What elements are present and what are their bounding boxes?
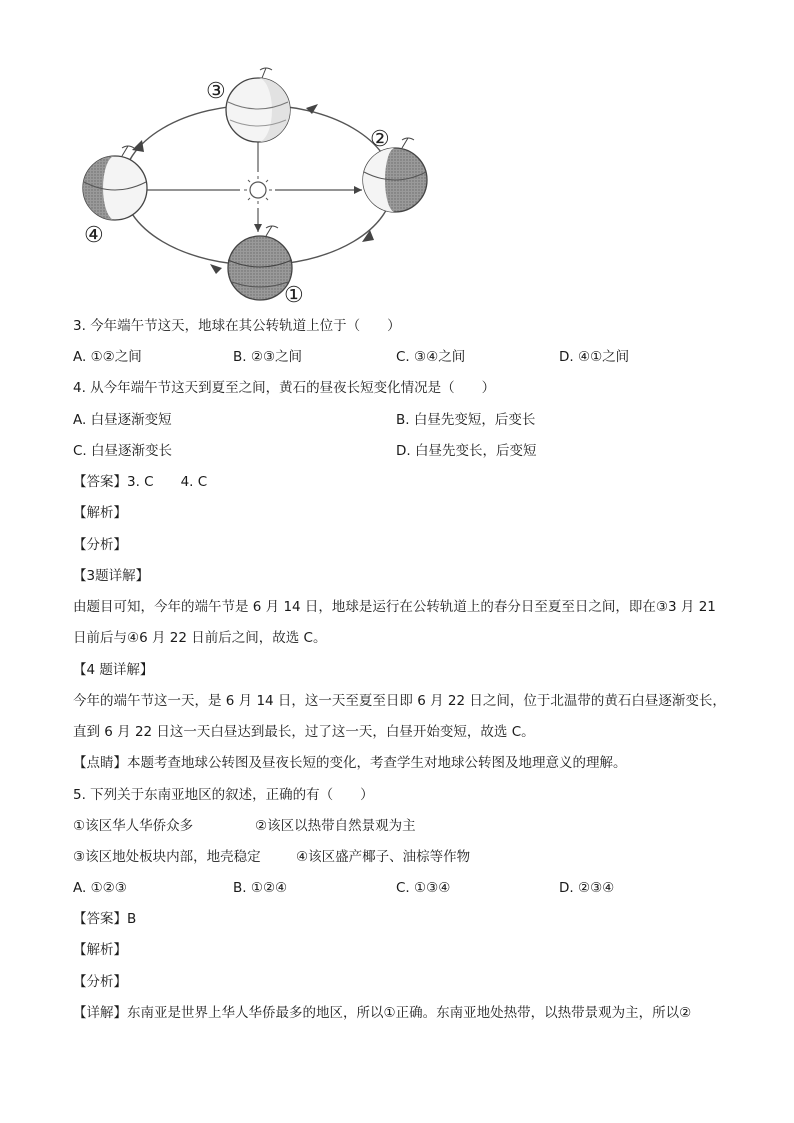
- sun-icon: [244, 176, 272, 204]
- answer-5: 【答案】B: [73, 911, 137, 927]
- q5-option-c: C. ①③④: [396, 880, 451, 896]
- fenxi-heading-1: 【分析】: [73, 537, 127, 553]
- label-3: ③: [206, 79, 226, 104]
- q4-option-b: B. 白昼先变短，后变长: [396, 412, 536, 428]
- label-4: ④: [84, 223, 104, 248]
- q5-option-d: D. ②③④: [559, 880, 615, 896]
- detail-3-line-2: 日前后与④6 月 22 日前后之间，故选 C。: [73, 630, 327, 646]
- analysis-heading-2: 【解析】: [73, 942, 127, 958]
- q5-statement-3: ③该区地处板块内部，地壳稳定: [73, 849, 261, 865]
- detail-5-line-1: 【详解】东南亚是世界上华人华侨最多的地区，所以①正确。东南亚地处热带，以热带景观为主，所以②: [73, 1005, 692, 1021]
- q3-option-b: B. ②③之间: [233, 349, 303, 365]
- q3-option-a: A. ①②之间: [73, 349, 142, 365]
- q4-option-a: A. 白昼逐渐变短: [73, 412, 172, 428]
- q3-option-c: C. ③④之间: [396, 349, 466, 365]
- analysis-heading-1: 【解析】: [73, 505, 127, 521]
- earth-orbit-diagram: [70, 60, 450, 310]
- globe-3: [226, 68, 290, 142]
- globe-1: [228, 226, 292, 300]
- q5-option-a: A. ①②③: [73, 880, 127, 896]
- q5-statement-4: ④该区盛产椰子、油棕等作物: [296, 849, 471, 865]
- detail-4-title: 【4 题详解】: [73, 662, 154, 678]
- q4-stem: 4. 从今年端午节这天到夏至之间，黄石的昼夜长短变化情况是（ ）: [73, 380, 496, 396]
- label-1: ①: [284, 283, 304, 308]
- q5-statement-2: ②该区以热带自然景观为主: [255, 818, 416, 834]
- detail-4-line-2: 直到 6 月 22 日这一天白昼达到最长，过了这一天，白昼开始变短，故选 C。: [73, 724, 535, 740]
- answer-3-4: 【答案】3. C 4. C: [73, 474, 208, 490]
- q4-option-d: D. 白昼先变长，后变短: [396, 443, 537, 459]
- fenxi-heading-2: 【分析】: [73, 974, 127, 990]
- q5-option-b: B. ①②④: [233, 880, 288, 896]
- q3-option-d: D. ④①之间: [559, 349, 630, 365]
- dianjing: 【点睛】本题考查地球公转图及昼夜长短的变化，考查学生对地球公转图及地理意义的理解。: [73, 755, 627, 771]
- detail-4-line-1: 今年的端午节这一天，是 6 月 14 日，这一天至夏至日即 6 月 22 日之间，位于北温带的黄石白昼逐渐变长，: [73, 693, 726, 709]
- q5-stem: 5. 下列关于东南亚地区的叙述，正确的有（ ）: [73, 787, 374, 803]
- q5-statement-1: ①该区华人华侨众多: [73, 818, 194, 834]
- detail-3-line-1: 由题目可知，今年的端午节是 6 月 14 日，地球是运行在公转轨道上的春分日至夏至日之间，即在③3 月 21: [73, 599, 716, 615]
- detail-3-title: 【3题详解】: [73, 568, 150, 584]
- q3-stem: 3. 今年端午节这天，地球在其公转轨道上位于（ ）: [73, 318, 401, 334]
- q4-option-c: C. 白昼逐渐变长: [73, 443, 173, 459]
- globe-4: [83, 146, 147, 220]
- label-2: ②: [370, 127, 390, 152]
